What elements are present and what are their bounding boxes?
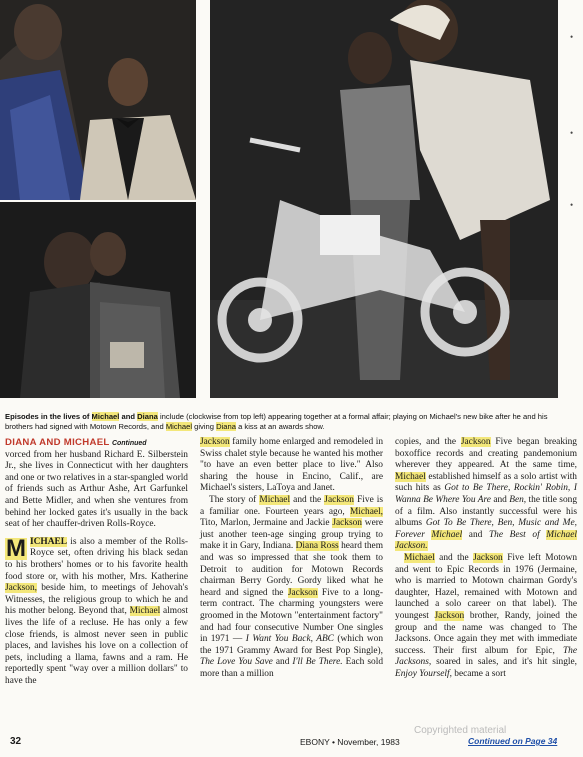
text-run: became a sort <box>454 668 506 679</box>
page-edge-marks <box>570 0 578 757</box>
continued-link[interactable]: Continued on Page 34 <box>468 736 558 746</box>
song-title: I Want You Back, ABC <box>245 634 334 645</box>
paragraph <box>200 437 383 495</box>
article-column-2 <box>200 437 383 680</box>
highlight-name: Michael <box>431 529 463 540</box>
watermark: Copyrighted material <box>414 725 507 736</box>
photo-michael-bike-diana <box>210 0 558 398</box>
highlight-name: Jackson <box>332 518 362 529</box>
photo-diana-michael-formal-affair <box>0 0 196 200</box>
text-run: and <box>493 494 507 505</box>
song-title: The Love You Save <box>200 657 273 668</box>
text-run: The story of <box>209 494 257 505</box>
column-heading-line <box>5 437 188 450</box>
highlight-name: Jackson <box>473 552 503 563</box>
highlight-name: Michael, <box>349 506 384 517</box>
text-run: beside him, to meetings of Jehovah's Witnesses, the religious group to which he and his mother belong. Beyond that, <box>5 583 189 617</box>
text-run: Each sold more than a million <box>200 657 384 679</box>
highlight-name: Michael <box>395 471 426 482</box>
article-column-1 <box>5 437 188 687</box>
text-run: brother, Randy, joined the group and the name was changed to The Jacksons. Once again they met with immediate success. Their first album for Epic, <box>395 610 578 656</box>
text-run: copies, and the <box>395 437 457 447</box>
caption-text: include (clockwise from top left) appearing together at a formal affair; playing on Michael's new bike after he and his brothers had signed with Motown Records, and <box>5 412 548 431</box>
highlight-name: Michael <box>129 606 161 617</box>
highlight-name: Jackson <box>460 437 491 447</box>
text-run: were just another teen-age singing group trying to make it in Gary, Indiana. <box>200 518 384 552</box>
article-column-3 <box>395 437 577 680</box>
text-run: Five began breaking boxoffice records and creating pandemonium wherever they appeared. At the same time, <box>395 437 577 471</box>
text-run: Five to a long-term contract. The charming youngsters were groomed in the Motown "entertainment factory" and had four consecutive Number One singles in 1971 — <box>200 587 383 645</box>
drop-cap: M <box>6 534 26 562</box>
paragraph <box>5 534 189 688</box>
photo-michael-diana-kiss <box>0 202 196 398</box>
highlight-name: Jackson <box>287 587 318 598</box>
text-run: family home enlarged and remodeled in Swiss chalet style because he wanted his mother "to have an even better place to live." Also sharing the house in Encino, Calif., are Michael's sisters, LaToya and Janet. <box>200 437 384 494</box>
text-run: the title song of a film. Also instantly successful were his albums <box>395 494 578 529</box>
album-title: The Jacksons, <box>395 645 577 668</box>
album-title: Got To Be There, Ben, Music and Me, Forever <box>395 518 577 540</box>
article-heading: DIANA AND MICHAEL <box>5 437 110 448</box>
song-title: Got to Be There, Rockin' Robin, I Wanna Be Where You Are <box>395 483 577 505</box>
highlight-name: Michael Jackson. <box>395 529 577 552</box>
caption-name: Michael <box>165 422 193 431</box>
edge-mark: • <box>570 32 574 42</box>
caption-name: Diana <box>137 412 158 421</box>
continued-label: Continued <box>111 440 147 447</box>
text-run: Five left Motown and went to Epic Records in 1976 (Jermaine, who is married to Motown chairman Gordy's daughter, Hazel, remained with Motown and launched a solo career on that label). The youngest <box>395 552 578 621</box>
caption-name: Michael <box>91 412 120 421</box>
song-title: Enjoy Yourself, <box>395 668 452 679</box>
page-number: 32 <box>10 736 22 747</box>
caption-word: and <box>121 412 136 421</box>
song-title: I'll Be There. <box>292 657 343 668</box>
text-run: and the <box>439 552 469 563</box>
drop-cap-name: ICHAEL <box>30 536 67 547</box>
highlight-name: Michael <box>259 494 291 505</box>
text-run: almost lives the life of a recluse. He has only a few close friends, is almost never seen in public places, and lavishes his love on a collection of pets, including a llama, fawns and a ram. He reportedly spent "way over a million dollars" to have the <box>5 606 189 686</box>
text-run: and <box>275 657 290 668</box>
paragraph <box>200 495 383 681</box>
text-run: is also a member of the Rolls-Royce set, often driving his black sedan to his brothers' homes or to his favorite health food store or, with his mother, Mrs. Katherine <box>5 536 189 582</box>
caption-lead: Episodes in the lives of <box>5 412 90 421</box>
song-title: Ben, <box>509 494 527 505</box>
caption-word: giving <box>194 422 214 431</box>
highlight-name: Diana Ross <box>295 541 339 552</box>
text-run: and the <box>293 494 322 505</box>
highlight-name: Jackson <box>200 437 230 447</box>
edge-mark: • <box>570 128 574 138</box>
highlight-name: Jackson <box>324 494 354 505</box>
magazine-issue: EBONY • November, 1983 <box>300 737 400 747</box>
paragraph <box>395 553 577 681</box>
edge-mark: • <box>570 200 574 210</box>
photo-caption <box>5 412 557 432</box>
text-run: heard them and was so impressed that she took them to Detroit to audition for Motown Records chairman Berry Gordy. Gordy liked what he heard and signed the <box>200 541 384 598</box>
caption-name: Diana <box>216 422 236 431</box>
paragraph <box>395 437 577 553</box>
text-run: Tito, Marlon, Jermaine and Jackie <box>200 518 330 529</box>
highlight-name: Michael <box>404 552 435 563</box>
highlight-name: Jackson <box>434 610 465 621</box>
caption-text: a kiss at an awards show. <box>238 422 325 431</box>
text-run: (which won the 1971 Grammy Award for Best Pop Single), <box>200 634 384 656</box>
text-run: and <box>468 529 483 540</box>
highlight-name: Jackson, <box>5 583 38 594</box>
text-run: Five is a familiar one. Fourteen years ago, <box>200 494 384 517</box>
page-footer <box>0 736 583 750</box>
text-run: established himself as a solo artist with such hits as <box>395 471 577 494</box>
paragraph: vorced from her husband Richard E. Silberstein Jr., she lives in Connecticut with her daughters and one or two relatives in a star-spangled world of friends such as Arthur Ashe, Art Garfunkel and Bette Midler, and when she ventures from behind her locked gates it's usually in the back seat of her chauffer-driven Rolls-Royce. <box>5 449 188 530</box>
text-run: soared in sales, and it's hit single, <box>436 657 577 668</box>
album-title: The Best of <box>488 529 540 540</box>
